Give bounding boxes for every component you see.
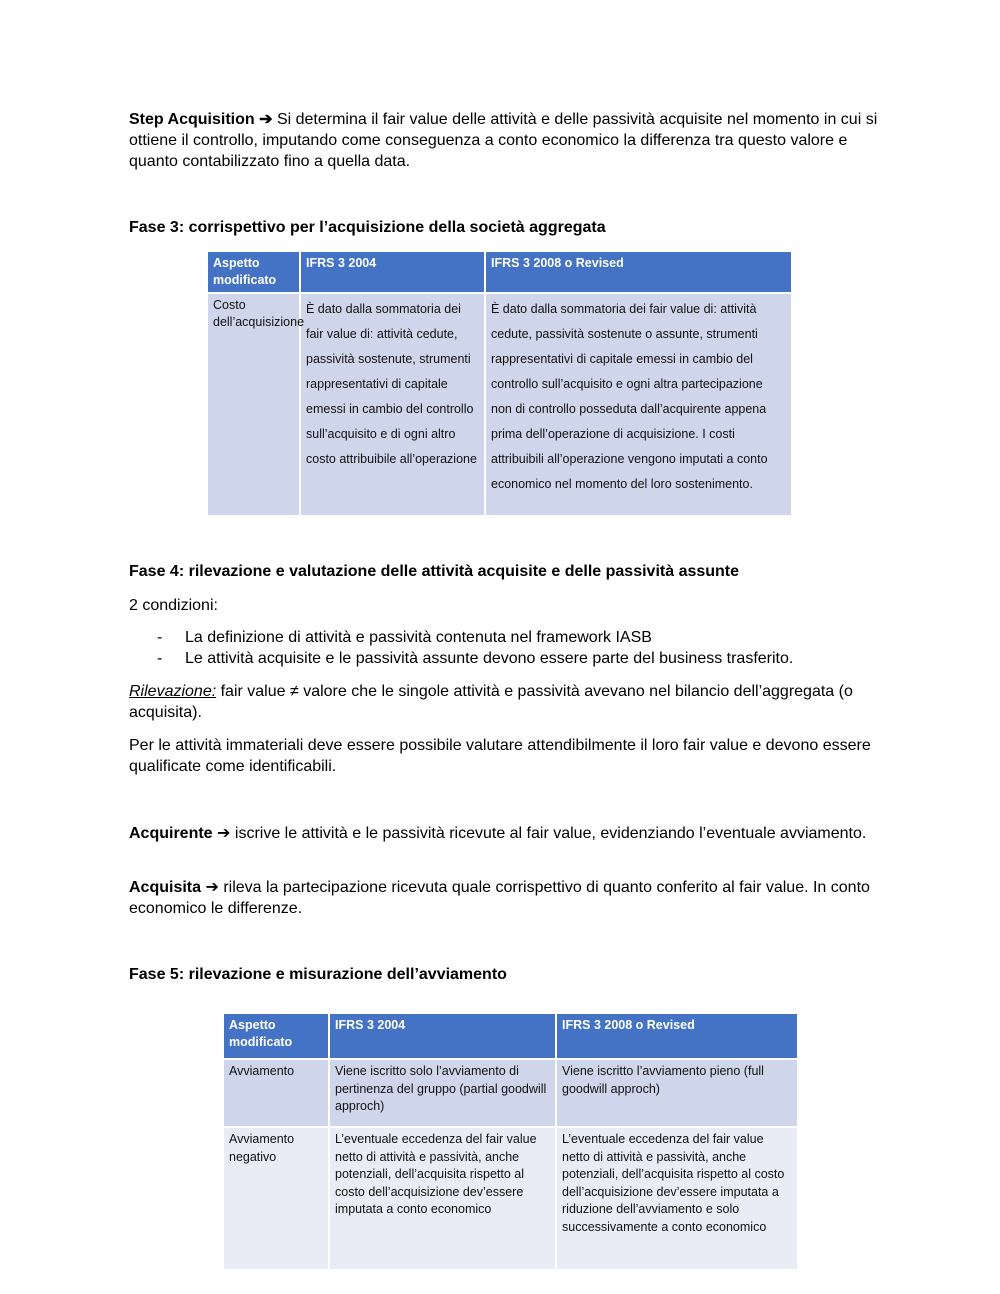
header-ifrs-2004: IFRS 3 2004 — [300, 252, 485, 293]
acquirente-text: iscrive le attività e le passività ricevute al fair value, evidenziando l’eventuale avviamento. — [230, 825, 867, 842]
immateriali-paragraph: Per le attività immateriali deve essere possibile valutare attendibilmente il loro fair value e devono essere qualificate come identificabili. — [129, 737, 871, 775]
rilevazione-text: fair value ≠ valore che le singole attività e passività avevano nel bilancio dell’aggregata (o acquisita). — [129, 683, 853, 721]
table-row — [224, 1059, 797, 1127]
cell-aspect: Avviamento negativo — [224, 1127, 329, 1269]
fase3-heading: Fase 3: corrispettivo per l’acquisizione della società aggregata — [129, 219, 606, 236]
rilevazione-label: Rilevazione: — [129, 683, 217, 700]
cell-aspect: Avviamento — [224, 1059, 329, 1127]
cell-ifrs-2004: L’eventuale eccedenza del fair value netto di attività e passività, anche potenziali, dell’acquisita rispetto al costo dell’acquisizione dev’essere imputata a conto economico — [329, 1127, 556, 1269]
acquisita-label: Acquisita — [129, 879, 202, 896]
fase5-table — [224, 1014, 797, 1269]
header-ifrs-2004: IFRS 3 2004 — [329, 1014, 556, 1059]
header-aspetto: Aspetto modificato — [208, 252, 300, 293]
acquirente-paragraph — [129, 823, 879, 844]
table-row — [224, 1127, 797, 1269]
cell-ifrs-2004: È dato dalla sommatoria dei fair value di: attività cedute, passività sostenute, strumenti rappresentativi di capitale emessi in cambio del controllo sull’acquisito e di ogni altro costo attribuibile all’operazione — [300, 293, 485, 515]
bullet-dash: - — [157, 650, 163, 667]
arrow-right-icon: ➔ — [259, 111, 273, 128]
step-acquisition-paragraph — [129, 109, 879, 172]
conditions-list — [157, 627, 877, 669]
fase4-heading: Fase 4: rilevazione e valutazione delle attività acquisite e delle passività assunte — [129, 563, 740, 580]
cell-aspect: Costo dell’acquisizione — [208, 293, 300, 515]
cell-ifrs-2008: L’eventuale eccedenza del fair value netto di attività e passività, anche potenziali, dell’acquisita rispetto al costo dell’acquisizione dev’essere imputata a riduzione dell’avviamento e solo successivamente a conto economico — [556, 1127, 797, 1269]
header-ifrs-2008: IFRS 3 2008 o Revised — [485, 252, 791, 293]
step-acquisition-text: Si determina il fair value delle attività e delle passività acquisite nel momento in cui si ottiene il controllo, imputando come conseguenza a conto economico la differenza tra questo valore e quanto contabilizzato fino a quella data. — [129, 111, 878, 170]
rilevazione-paragraph — [129, 681, 879, 723]
acquisita-text: rileva la partecipazione ricevuta quale corrispettivo di quanto conferito al fair value. In conto economico le differenze. — [129, 879, 870, 917]
table-row — [208, 293, 791, 515]
header-aspetto: Aspetto modificato — [224, 1014, 329, 1059]
conditions-intro: 2 condizioni: — [129, 597, 218, 614]
list-item: - Le attività acquisite e le passività assunte devono essere parte del business trasferito. — [157, 650, 794, 667]
fase3-table — [208, 252, 791, 515]
list-item: - La definizione di attività e passività contenuta nel framework IASB — [157, 629, 652, 646]
cell-ifrs-2008: Viene iscritto l’avviamento pieno (full goodwill approch) — [556, 1059, 797, 1127]
arrow-right-icon: ➔ — [205, 879, 219, 896]
fase5-heading: Fase 5: rilevazione e misurazione dell’avviamento — [129, 966, 507, 983]
acquirente-label: Acquirente — [129, 825, 213, 842]
acquisita-paragraph — [129, 877, 879, 919]
step-acquisition-label: Step Acquisition — [129, 111, 255, 128]
header-ifrs-2008: IFRS 3 2008 o Revised — [556, 1014, 797, 1059]
cell-ifrs-2008: È dato dalla sommatoria dei fair value di: attività cedute, passività sostenute o assunte, strumenti rappresentativi di capitale emessi in cambio del controllo sull’acquisito e ogni altra partecipazione non di controllo posseduta dall’acquirente appena prima dell’operazione di acquisizione. I costi attribuibili all’operazione vengono imputati a conto economico nel momento del loro sostenimento. — [485, 293, 791, 515]
bullet-dash: - — [157, 629, 163, 646]
cell-ifrs-2004: Viene iscritto solo l’avviamento di pertinenza del gruppo (partial goodwill approch) — [329, 1059, 556, 1127]
arrow-right-icon: ➔ — [217, 825, 231, 842]
